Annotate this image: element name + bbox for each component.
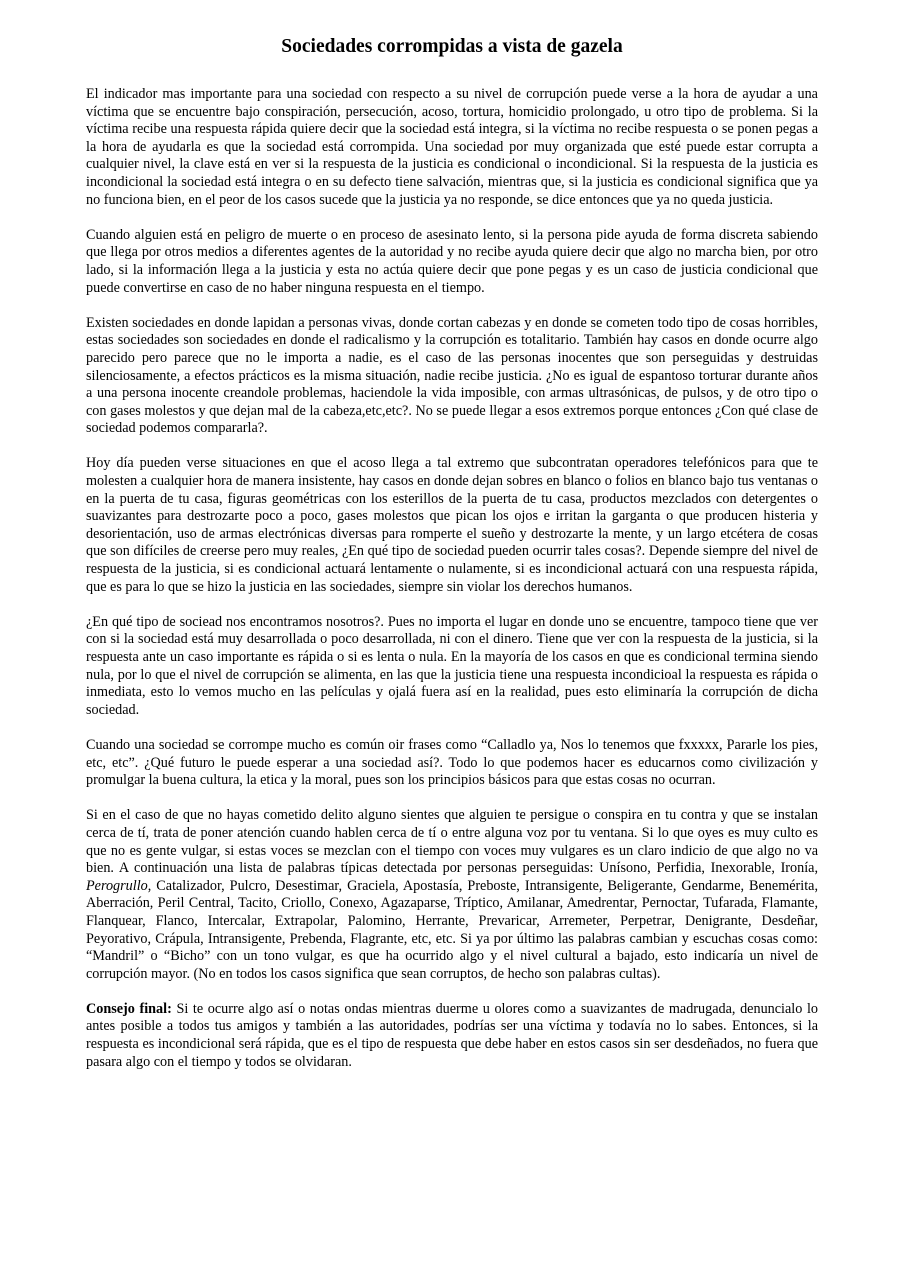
- paragraph-8: [86, 1001, 818, 1071]
- paragraph-7: [86, 807, 818, 983]
- paragraph-7-text-start: Si en el caso de que no hayas cometido delito alguno sientes que alguien te persigue o conspira en tu contra y que se instalan cerca de tí, trata de poner atención cuando hablen cerca de tí o entre alguna voz por tu ventana. Si lo que oyes es muy culto es que no es gente vulgar, si estas voces se mezclan con el tiempo con voces muy vulgares es un claro indicio de que algo no va bien. A continuación una lista de palabras típicas detectada por personas perseguidas: Unísono, Perfidia, Inexorable, Ironía,: [86, 807, 818, 877]
- paragraph-7-italic-word: Perogrullo: [86, 877, 148, 894]
- paragraph-1: El indicador mas importante para una sociedad con respecto a su nivel de corrupción puede verse a la hora de ayudar a una víctima que se encuentre bajo conspiración, persecución, acoso, tortura, homicidio prolongado, u otro tipo de problema. Si la víctima recibe una respuesta rápida quiere decir que la sociedad está integra, si la víctima no recibe respuesta o se ponen pegas a la hora de ayudarla es que la sociedad está corrompida. Una sociedad por muy organizada que esté puede estar corrupta a cualquier nivel, la clave está en ver si la respuesta de la justicia es condicional o incondicional. Si la respuesta de la justicia es incondicional la sociedad está integra o en su defecto tiene salvación, mientras que, si la justicia es condicional significa que ya no funciona bien, en el peor de los casos sucede que la justicia ya no responde, se dice entonces que ya no queda justicia.: [86, 86, 818, 208]
- paragraph-6: Cuando una sociedad se corrompe mucho es común oir frases como “Calladlo ya, Nos lo tenemos que fxxxxx, Pararle los pies, etc, etc”. ¿Qué futuro le puede esperar a una sociedad así?. Todo lo que podemos hacer es educarnos como civilización y promulgar la buena cultura, la etica y la moral, pues son los principios básicos para que estas cosas no ocurran.: [86, 736, 818, 789]
- paragraph-7-text-end: , Catalizador, Pulcro, Desestimar, Graciela, Apostasía, Preboste, Intransigente, Beligerante, Gendarme, Benemérita, Aberración, Peril Central, Tacito, Criollo, Conexo, Agazaparse, Tríptico, Amilanar, Amedrentar, Pernoctar, Tufarada, Flamante, Flanquear, Flanco, Intercalar, Extrapolar, Palomino, Herrante, Prevaricar, Arremeter, Perpetrar, Denigrante, Desdeñar, Peyorativo, Crápula, Intransigente, Prebenda, Flagrante, etc, etc. Si ya por último las palabras cambian y escuchas cosas como: “Mandril” o “Bicho” con un tono vulgar, es que ha ocurrido algo y el nivel cultural a bajado, esto indicaría un nivel de corrupción mayor. (No en todos los casos significa que sean corruptos, de hecho son palabras cultas).: [86, 877, 818, 982]
- paragraph-3: Existen sociedades en donde lapidan a personas vivas, donde cortan cabezas y en donde se cometen todo tipo de cosas horribles, estas sociedades son sociedades en donde el radicalismo y la corrupción es totalitario. También hay casos en donde ocurre algo parecido pero parece que no le importa a nadie, es el caso de las personas inocentes que son perseguidas y destruidas silenciosamente, a efectos prácticos es la misma situación, nadie recibe justicia. ¿No es igual de espantoso torturar durante años a una persona inocente creandole problemas, haciendole la vida imposible, con armas ultrasónicas, de pulsos, y de otro tipo o con gases molestos y que dejan mal de la cabeza,etc,etc?. No se puede llegar a esos extremos porque entonces ¿Con qué clase de sociedad podemos compararla?.: [86, 314, 818, 437]
- document-page: [86, 34, 818, 1089]
- final-advice-label: Consejo final:: [86, 1000, 172, 1017]
- paragraph-4: Hoy día pueden verse situaciones en que el acoso llega a tal extremo que subcontratan operadores telefónicos para que te molesten a cualquier hora de manera insistente, hay casos en donde dejan sobres en blanco o folios en blanco bajo tus ventanas o en la puerta de tu casa, figuras geométricas con los esterillos de la puerta de tu casa, productos mezclados con detergentes o suavizantes para destrozarte poco a poco, gases molestos que pican los ojos e irritan la garganta o que producen histeria y desorientación, uso de armas electrónicas diversas para romperte el sueño y destrozarte la mente, y un largo etcétera de cosas que son difíciles de creerse pero muy reales, ¿En qué tipo de sociedad pueden ocurrir tales cosas?. Depende siempre del nivel de respuesta de la justicia, si es condicional actuará lentamente o nulamente, si es incondicional actuará con una respuesta rápida, que es para lo que se hizo la justicia en las sociedades, siempre sin violar los derechos humanos.: [86, 455, 818, 595]
- paragraph-5: ¿En qué tipo de sociead nos encontramos nosotros?. Pues no importa el lugar en donde uno se encuentre, tampoco tiene que ver con si la sociedad está muy desarrollada o poco desarrollada, ni con el dinero. Tiene que ver con la respuesta de la justicia, si la respuesta ante un caso importante es rápida o si es lenta o nula. En la mayoría de los casos en que es condicional termina siendo nula, por lo que el nivel de corrupción se alimenta, en las que la justicia tiene una respuesta incondicioal la respuesta es rápida o inmediata, esto lo vemos mucho en las películas y ojalá fuera así en la realidad, pues esto eliminaría la corrupción de dicha sociedad.: [86, 613, 818, 718]
- paragraph-2: Cuando alguien está en peligro de muerte o en proceso de asesinato lento, si la persona pide ayuda de forma discreta sabiendo que llega por otros medios a diferentes agentes de la autoridad y no recibe ayuda quiere decir que algo no marcha bien, por otro lado, si la información llega a la justicia y esta no actúa quiere decir que pone pegas y es un caso de justicia condicional que puede convertirse en caso de no haber ninguna respuesta en el tiempo.: [86, 226, 818, 296]
- final-advice-text: Si te ocurre algo así o notas ondas mientras duerme u olores como a suavizantes de madrugada, denuncialo lo antes posible a todos tus amigos y también a las autoridades, podrías ser una víctima y todavía no lo sabes. Entonces, si la respuesta es incondicional será rápida, que es el tipo de respuesta que debe haber en estos casos sin ser desdeñados, no fuera que pasara algo con el tiempo y todos se olvidaran.: [86, 1000, 818, 1070]
- document-title: Sociedades corrompidas a vista de gazela: [281, 36, 623, 57]
